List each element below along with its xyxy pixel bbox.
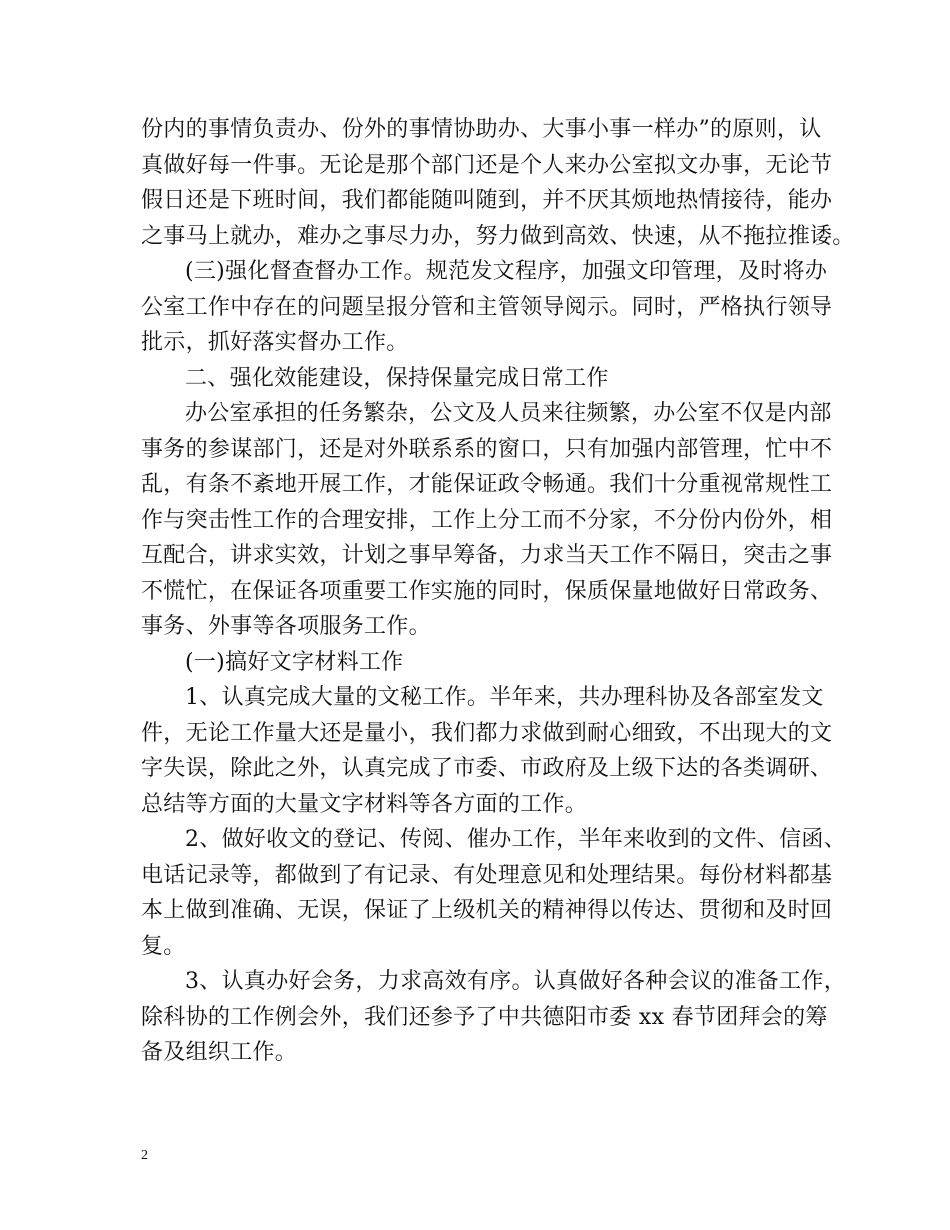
text-line: 除科协的工作例会外，我们还参予了中共德阳市委 xx 春节团拜会的筹: [141, 1004, 828, 1030]
text-line: 事务的参谋部门，还是对外联系系的窗口，只有加强内部管理，忙中不: [141, 436, 833, 462]
page-number: 2: [141, 1148, 148, 1163]
text-line: 真做好每一件事。无论是那个部门还是个人来办公室拟文办事，无论节: [141, 152, 833, 178]
text-line: 公室工作中存在的问题呈报分管和主管领导阅示。同时，严格执行领导: [141, 294, 833, 320]
subsection-heading: (一)搞好文字材料工作: [185, 649, 404, 675]
text-line: 假日还是下班时间，我们都能随叫随到，并不厌其烦地热情接待，能办: [141, 188, 833, 213]
text-line: 本上做到准确、无误，保证了上级机关的精神得以传达、贯彻和及时回: [141, 898, 833, 923]
text-line: 电话记录等，都做到了有记录、有处理意见和处理结果。每份材料都基: [141, 862, 833, 888]
text-line: 批示，抓好落实督办工作。: [141, 330, 409, 355]
text-line: 份内的事情负责办、份外的事情协助办、大事小事一样办”的原则，认: [141, 117, 822, 142]
paragraph-start-line: 1、认真完成大量的文秘工作。半年来，共办理科协及各部室发文: [185, 685, 824, 710]
section-heading: 二、强化效能建设，保持保量完成日常工作: [185, 365, 609, 391]
text-line: 之事马上就办，难办之事尽力办，努力做到高效、快速，从不拖拉推诿。: [141, 223, 855, 249]
text-line: 总结等方面的大量文字材料等各方面的工作。: [141, 791, 588, 817]
text-line: 复。: [141, 933, 186, 959]
document-body: [141, 112, 855, 1071]
text-line: 备及组织工作。: [141, 1040, 298, 1065]
text-line: 字失误，除此之外，认真完成了市委、市政府及上级下达的各类调研、: [141, 756, 833, 781]
text-line: 互配合，讲求实效，计划之事早筹备，力求当天工作不隔日，突击之事: [141, 543, 833, 568]
paragraph-start-line: 办公室承担的任务繁杂，公文及人员来往频繁，办公室不仅是内部: [185, 401, 832, 426]
text-line: 件，无论工作量大还是量小，我们都力求做到耐心细致，不出现大的文: [141, 720, 833, 746]
paragraph-start-line: 2、做好收文的登记、传阅、催办工作，半年来收到的文件、信函、: [185, 827, 846, 852]
text-line: 事务、外事等各项服务工作。: [141, 614, 431, 639]
paragraph-start-line: 3、认真办好会务，力求高效有序。认真做好各种会议的准备工作，: [185, 969, 846, 994]
text-line: 不慌忙，在保证各项重要工作实施的同时，保质保量地做好日常政务、: [141, 578, 833, 604]
text-line: 乱，有条不紊地开展工作，才能保证政令畅通。我们十分重视常规性工: [141, 472, 833, 497]
text-line: 作与突击性工作的合理安排，工作上分工而不分家，不分份内份外，相: [141, 507, 833, 533]
paragraph-start-line: (三)强化督查督办工作。规范发文程序，加强文印管理，及时将办: [185, 259, 828, 284]
